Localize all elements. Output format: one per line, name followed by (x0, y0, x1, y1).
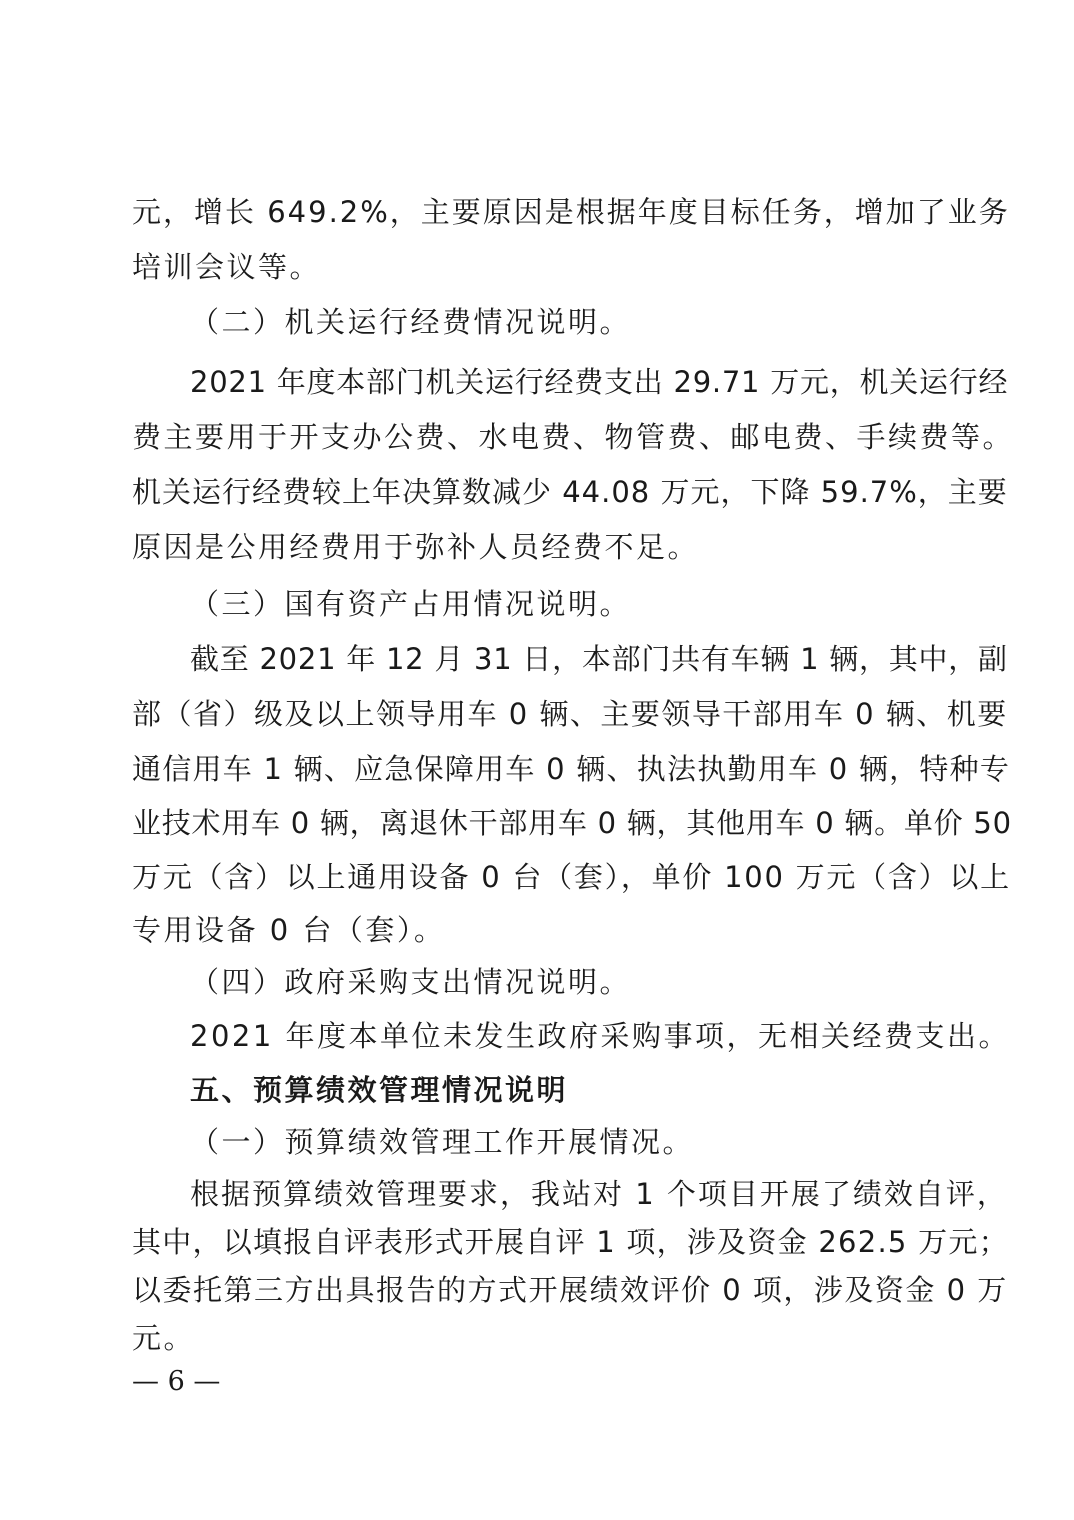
chapter-heading: 五、预算绩效管理情况说明 (190, 1073, 569, 1107)
section-heading: （四）政府采购支出情况说明。 (190, 965, 632, 999)
body-text-line: 元，增长 649.2%，主要原因是根据年度目标任务，增加了业务 (132, 195, 1010, 229)
section-heading: （三）国有资产占用情况说明。 (190, 587, 632, 621)
body-text-line: 2021 年度本部门机关运行经费支出 29.71 万元，机关运行经 (190, 365, 1009, 399)
body-text-line: 业技术用车 0 辆，离退休干部用车 0 辆，其他用车 0 辆。单价 50 (132, 806, 1012, 840)
body-text-line: 部（省）级及以上领导用车 0 辆、主要领导干部用车 0 辆、机要 (132, 697, 1008, 731)
body-text-line: 通信用车 1 辆、应急保障用车 0 辆、执法执勤用车 0 辆，特种专 (132, 752, 1011, 786)
page-number: — 6 — (132, 1366, 221, 1397)
body-text-line: 机关运行经费较上年决算数减少 44.08 万元，下降 59.7%，主要 (132, 475, 1008, 509)
body-text-line: 截至 2021 年 12 月 31 日，本部门共有车辆 1 辆，其中，副 (190, 642, 1008, 676)
body-text-line: 培训会议等。 (132, 250, 322, 284)
body-text-line: 专用设备 0 台（套）。 (132, 913, 446, 947)
body-text-line: 万元（含）以上通用设备 0 台（套），单价 100 万元（含）以上 (132, 860, 1011, 894)
body-text-line: 原因是公用经费用于弥补人员经费不足。 (132, 530, 700, 564)
body-text-line: 元。 (132, 1321, 196, 1355)
body-text-line: 其中，以填报自评表形式开展自评 1 项，涉及资金 262.5 万元； (132, 1225, 1009, 1259)
section-heading: （一）预算绩效管理工作开展情况。 (190, 1125, 695, 1159)
body-text-line: 2021 年度本单位未发生政府采购事项，无相关经费支出。 (190, 1019, 1011, 1053)
body-text-line: 费主要用于开支办公费、水电费、物管费、邮电费、手续费等。 (132, 420, 1015, 454)
body-text-line: 根据预算绩效管理要求，我站对 1 个项目开展了绩效自评， (190, 1177, 1008, 1211)
body-text-line: 以委托第三方出具报告的方式开展绩效评价 0 项，涉及资金 0 万 (132, 1273, 1008, 1307)
section-heading: （二）机关运行经费情况说明。 (190, 305, 632, 339)
